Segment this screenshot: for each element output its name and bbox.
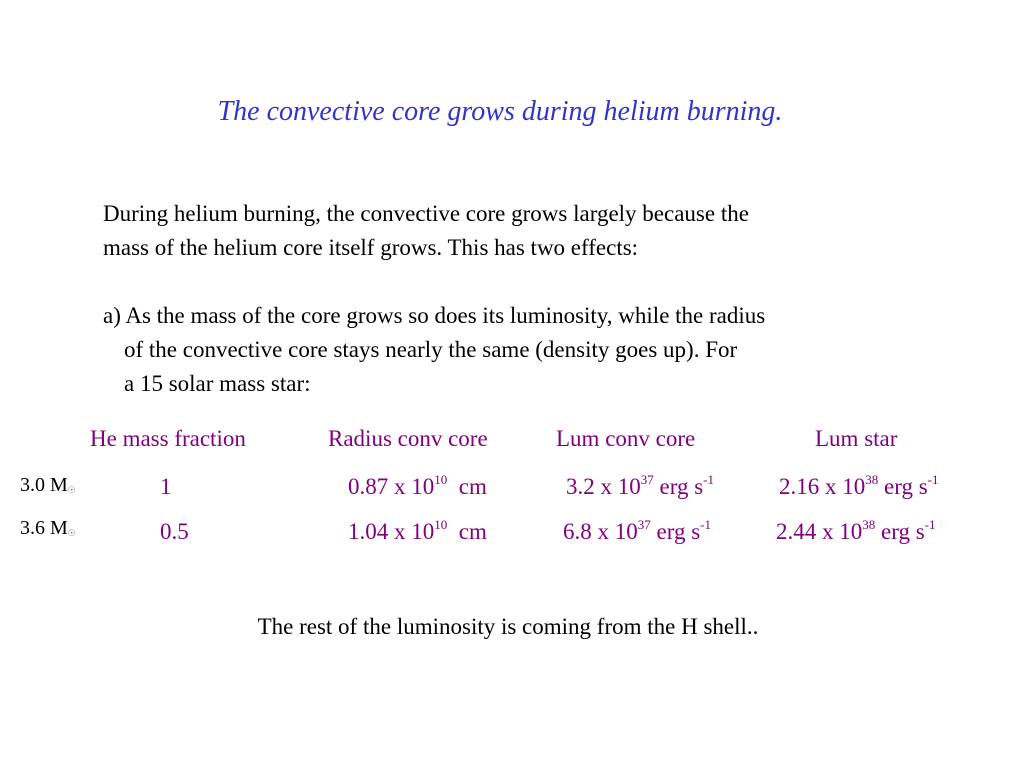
lum-core-exponent: 37: [640, 472, 654, 487]
he-fraction-cell: 0.5: [160, 519, 189, 544]
lum-star-cell: [776, 519, 936, 545]
radius-cell: [348, 519, 487, 545]
header-lum-star: Lum star: [815, 426, 898, 451]
lum-star-unit-exponent: -1: [924, 517, 936, 532]
effect-a-paragraph: [103, 299, 765, 401]
radius-exponent: 10: [434, 517, 448, 532]
lum-core-mantissa: 3.2 x 10: [566, 474, 641, 499]
lum-core-exponent: 37: [637, 517, 651, 532]
radius-mantissa: 1.04 x 10: [348, 519, 435, 544]
solar-mass-icon: ☉: [67, 485, 76, 495]
lum-star-cell: [779, 474, 939, 500]
intro-paragraph: [103, 197, 749, 265]
radius-exponent: 10: [434, 472, 448, 487]
radius-unit: cm: [458, 474, 487, 499]
radius-unit: cm: [458, 519, 487, 544]
header-lum-conv-core: Lum conv core: [556, 426, 696, 451]
table-row-mass-label: [20, 517, 76, 540]
radius-cell: [348, 474, 487, 500]
lum-star-unit-exponent: -1: [927, 472, 939, 487]
intro-line-2: mass of the helium core itself grows. This has two effects:: [103, 235, 639, 260]
lum-core-cell: [566, 474, 714, 500]
mass-value: 3.0 M: [20, 474, 68, 496]
header-he-mass-fraction: He mass fraction: [90, 426, 246, 451]
lum-star-mantissa: 2.44 x 10: [776, 519, 863, 544]
header-radius-conv-core: Radius conv core: [328, 426, 488, 451]
solar-mass-icon: ☉: [67, 528, 76, 538]
lum-star-unit: erg s: [881, 519, 925, 544]
lum-core-mantissa: 6.8 x 10: [563, 519, 638, 544]
table-row-mass-label: [20, 474, 76, 497]
effect-a-line-1: a) As the mass of the core grows so does its luminosity, while the radius: [103, 303, 766, 328]
lum-star-exponent: 38: [862, 517, 876, 532]
lum-star-mantissa: 2.16 x 10: [779, 474, 866, 499]
lum-star-unit: erg s: [884, 474, 928, 499]
lum-core-unit: erg s: [659, 474, 704, 499]
lum-star-exponent: 38: [865, 472, 879, 487]
he-fraction-cell: 1: [160, 474, 172, 499]
lum-core-cell: [563, 519, 711, 545]
mass-value: 3.6 M: [20, 517, 68, 539]
slide-title: The convective core grows during helium burning.: [217, 96, 783, 127]
intro-line-1: During helium burning, the convective core grows largely because the: [103, 201, 749, 226]
radius-mantissa: 0.87 x 10: [348, 474, 435, 499]
effect-a-line-3: a 15 solar mass star:: [124, 371, 311, 396]
lum-core-unit-exponent: -1: [703, 472, 714, 487]
conclusion-text: The rest of the luminosity is coming from the H shell..: [257, 614, 759, 639]
lum-core-unit-exponent: -1: [700, 517, 711, 532]
effect-a-line-2: of the convective core stays nearly the same (density goes up). For: [124, 337, 738, 362]
lum-core-unit: erg s: [656, 519, 701, 544]
